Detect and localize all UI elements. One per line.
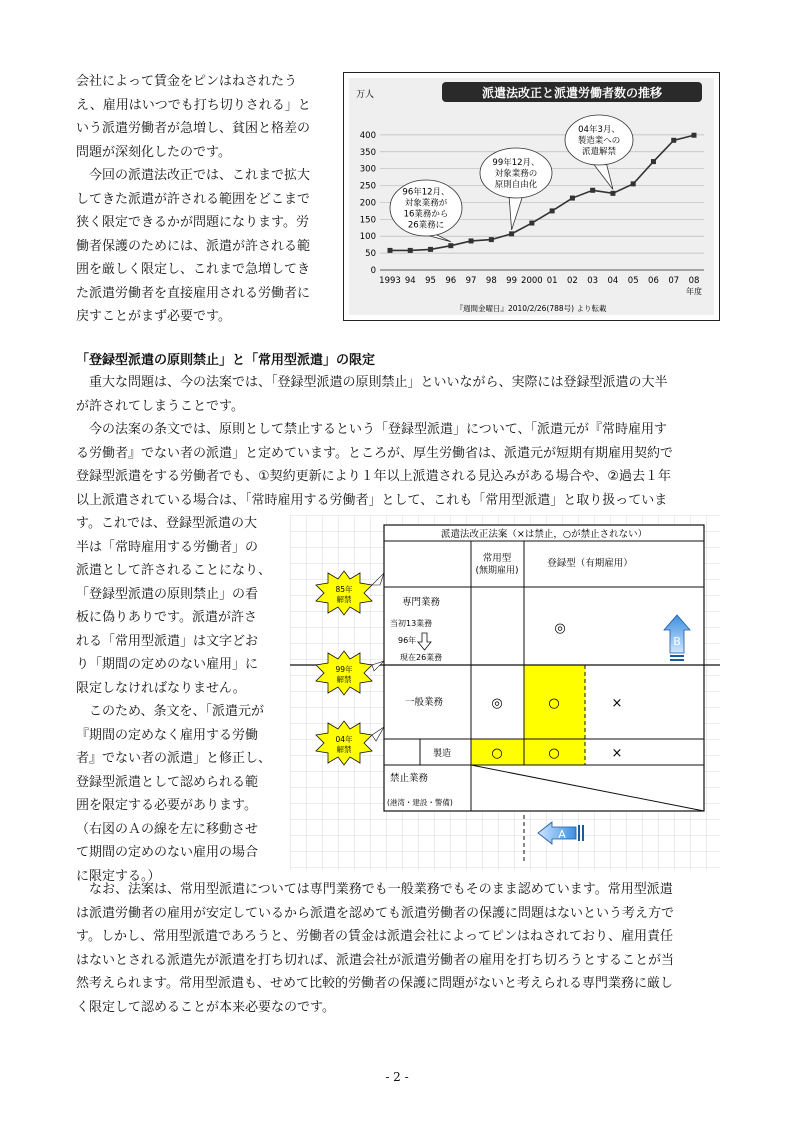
side-paragraph: す。これでは、登録型派遣の大 半は「常時雇用する労働者」の 派遣として許されることになり、 「登録型派遣の原則禁止」の看 板に偽りありです。派遣が許さ れる「常用型派遣」は文字どお り「期間の定めのない雇用」に 限定しなければなりません。 このため、条文を、「派遣元が 『期間の定めなく雇用する労働 者』でない者の派遣」と修正し、 登録型派遣として認められる範 囲を限定する必要があります。 （右図のＡの線を左に移動させ て期間の定めのない雇用の場合 に限定する。） xyxy=(76,516,272,884)
annotation-text: 04年3月、 xyxy=(578,125,620,135)
x-tick-label: 03 xyxy=(587,276,599,286)
intro-paragraph: 会社によって賃金をピンはねされたう え、雇用はいつでも打ち切りされる」と いう派遣労働者が急増し、貧困と格差の 問題が深刻化したのです。 今回の派遣法改正では、これまで拡大 してきた派遣が許される範囲をどこまで 狭く限定できるかが問題になります。労 働者保護のためには、派遣が許される範 囲を厳しく限定し、これまで急増してき た派遣労働者を直接雇用される労働者に 戻すことがまず必要です。 xyxy=(76,74,311,324)
x-tick-label: 96 xyxy=(445,276,457,286)
row-kinshi-note: (港湾・建設・警備) xyxy=(387,798,453,807)
mark-ippan-touroku: ○ xyxy=(548,696,560,711)
data-point xyxy=(590,188,595,193)
mark-seizou-touroku: ○ xyxy=(548,746,560,761)
y-tick-label: 50 xyxy=(365,249,376,260)
col-jouyou: 常用型 xyxy=(482,553,512,564)
x-tick-label: 02 xyxy=(566,276,578,286)
x-tick-label: 05 xyxy=(627,276,639,286)
dispatch-workers-chart xyxy=(343,72,720,321)
diagram-title: 派遣法改正法案（×は禁止，○が禁止されない） xyxy=(440,529,648,540)
y-axis-unit: 万人 xyxy=(356,90,375,100)
annotation-text: 対象業務の xyxy=(494,169,538,179)
row-kinshi: 禁止業務 xyxy=(390,773,429,784)
body-paragraph: 重大な問題は、今の法案では、「登録型派遣の原則禁止」といいながら、実際には登録型派遣の大半 が許されてしまうことです。 今の法案の条文では、原則として禁止するという「登録型派遣」について、「派遣元が『常時雇用す る労働者』でない者の派遣」と定めています。ところが、厚生労働省は、派遣元が短期有期雇用契約で 登録型派遣をする労働者でも、①契約更新により１年以上派遣される見込みがある場合や、②過去１年 以上派遣されている場合は、「常時雇用する労働者」として、これも「常用型派遣」と取り扱っていま xyxy=(76,375,673,508)
svg-text:解禁: 解禁 xyxy=(336,745,352,754)
annotation-text: 26業務に xyxy=(407,220,445,231)
data-point xyxy=(570,196,575,201)
row-ippan: 一般業務 xyxy=(405,697,444,708)
col-touroku: 登録型（有期雇用） xyxy=(547,558,633,569)
row-senmon-note1: 当初13業務 xyxy=(390,619,433,628)
chart-title: 派遣法改正と派遣労働者数の推移 xyxy=(481,86,663,100)
svg-text:A: A xyxy=(558,828,566,841)
x-tick-label: 98 xyxy=(485,276,497,286)
annotation-text: 対象業務が xyxy=(404,198,448,209)
mark-seizou-jouyou: ○ xyxy=(491,746,503,761)
data-point xyxy=(509,231,514,236)
x-tick-label: 94 xyxy=(404,276,416,286)
mark-senmon-jouyou: ◎ xyxy=(554,621,566,636)
x-tick-label: 99 xyxy=(506,276,518,286)
y-tick-label: 250 xyxy=(359,181,376,192)
x-axis-unit: 年度 xyxy=(686,287,702,296)
y-tick-label: 150 xyxy=(359,215,376,226)
closing-paragraph: なお、法案は、常用型派遣については専門業務でも一般業務でもそのまま認めています。常用型派遣 は派遣労働者の雇用が安定しているから派遣を認めても派遣労働者の保護に問題はないという考え方で す。しかし、常用型派遣であろうと、労働者の賃金は派遣会社によってピンはねされており、雇用責任 はないとされる派遣先が派遣を打ち切れば、派遣会社が派遣労働者の雇用を打ち切ろうとすることが当 然考えられます。常用型派遣も、せめて比較的労働者の保護に問題がないと考えられる専門業務に厳し く限定して認めることが本来必要なのです。 xyxy=(76,882,675,1015)
svg-text:85年: 85年 xyxy=(335,585,353,594)
x-tick-label: 01 xyxy=(546,276,558,286)
svg-text:99年: 99年 xyxy=(335,665,353,674)
data-point xyxy=(610,191,615,196)
data-point xyxy=(651,159,656,164)
x-tick-label: 1993 xyxy=(379,276,401,286)
annotation-text: 製造業への xyxy=(577,136,621,146)
data-point xyxy=(428,247,433,252)
data-point xyxy=(631,181,636,186)
row-senmon-note3: 現在26業務 xyxy=(400,653,443,662)
x-tick-label: 95 xyxy=(425,276,436,286)
mark-ippan-jouyou: ◎ xyxy=(491,696,503,711)
x-tick-label: 08 xyxy=(688,276,700,286)
dispatch-law-diagram xyxy=(290,515,720,870)
col-jouyou-sub: (無期雇用) xyxy=(475,566,519,576)
x-tick-label: 07 xyxy=(668,276,680,286)
data-point xyxy=(408,248,413,253)
annotation-text: 96年12月、 xyxy=(402,187,450,198)
x-tick-label: 06 xyxy=(648,276,659,286)
data-point xyxy=(671,138,676,143)
y-tick-label: 300 xyxy=(359,164,376,175)
data-point xyxy=(448,243,453,248)
y-tick-label: 0 xyxy=(370,266,376,276)
annotation-text: 16業務から xyxy=(403,209,449,220)
data-point xyxy=(469,238,474,243)
annotation-text: 原則自由化 xyxy=(494,180,538,190)
y-tick-label: 200 xyxy=(359,198,376,209)
row-senmon-note2: 96年 xyxy=(398,636,417,645)
data-point xyxy=(489,237,494,242)
annotation-text: 99年12月、 xyxy=(492,158,540,168)
row-senmon: 専門業務 xyxy=(402,597,441,608)
svg-text:04年: 04年 xyxy=(335,735,353,744)
row-seizou: 製造 xyxy=(433,749,452,759)
data-point xyxy=(550,208,555,213)
highlight-cell xyxy=(471,739,585,765)
section-heading: 「登録型派遣の原則禁止」と「常用型派遣」の限定 xyxy=(76,353,376,368)
chart-source: 『週間金曜日』2010/2/26(788号) より転載 xyxy=(455,304,607,313)
svg-text:解禁: 解禁 xyxy=(336,595,352,604)
x-tick-label: 97 xyxy=(465,276,477,286)
svg-text:解禁: 解禁 xyxy=(336,675,352,684)
page-number: - 2 - xyxy=(385,1070,409,1084)
x-tick-label: 04 xyxy=(607,276,619,286)
data-point xyxy=(529,221,534,226)
data-point xyxy=(388,248,393,253)
mark-seizou-kinshi: × xyxy=(611,746,623,761)
y-tick-label: 350 xyxy=(359,147,376,158)
svg-text:B: B xyxy=(673,635,681,648)
y-tick-label: 400 xyxy=(359,130,376,141)
mark-ippan-kinshi: × xyxy=(611,696,623,711)
data-point xyxy=(692,133,697,138)
annotation-text: 派遣解禁 xyxy=(581,147,617,157)
y-tick-label: 100 xyxy=(359,232,376,243)
x-tick-label: 2000 xyxy=(521,276,543,286)
